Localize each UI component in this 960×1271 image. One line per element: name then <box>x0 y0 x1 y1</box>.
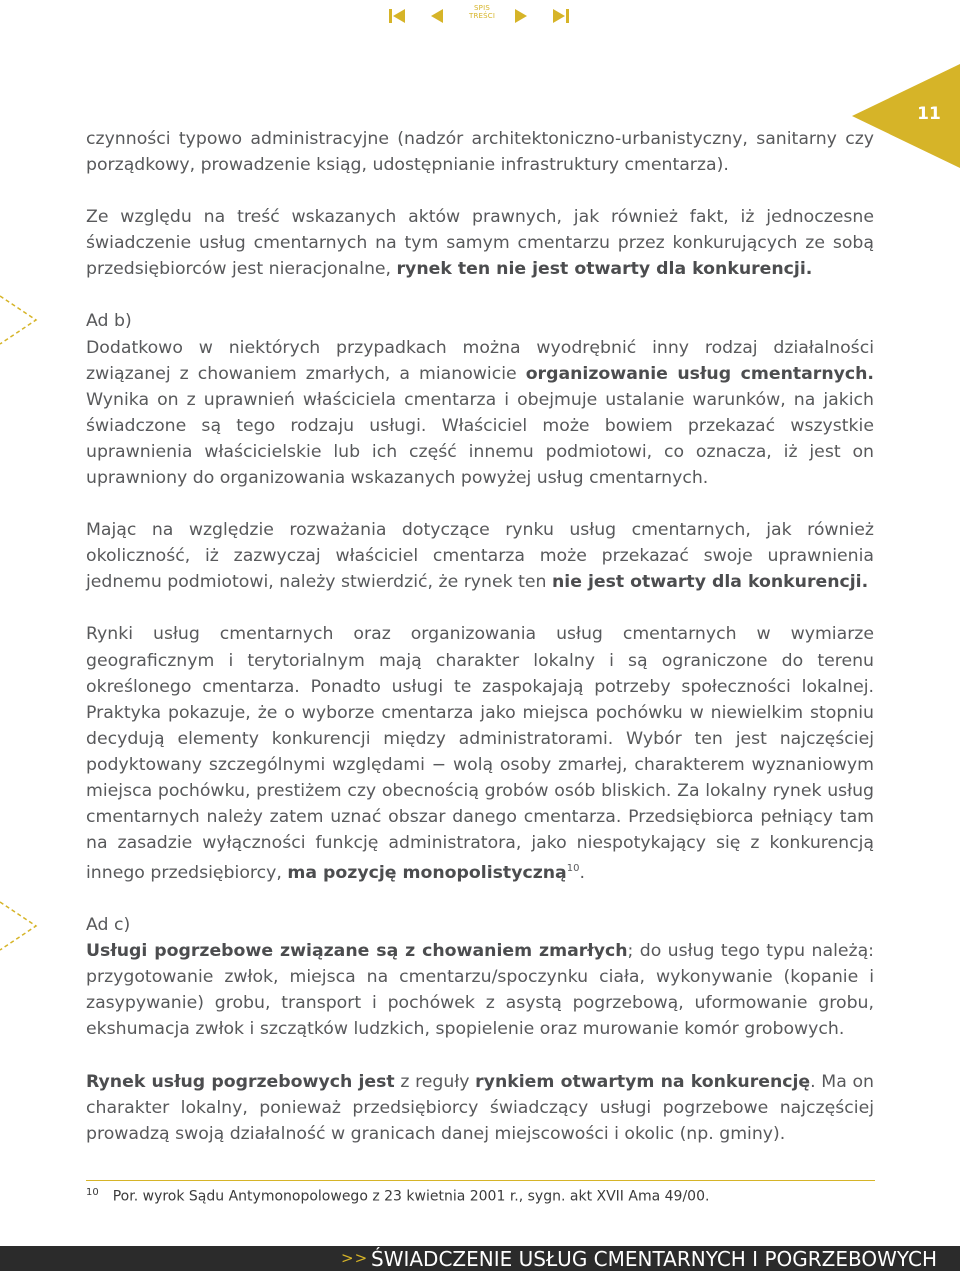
footnote-divider <box>86 1180 875 1181</box>
toc-label-line1: SPIS <box>474 4 490 12</box>
paragraph-funeral-market <box>86 1069 874 1147</box>
first-page-icon[interactable] <box>387 6 407 26</box>
bold-term: organizowanie usług cmentarnych. <box>525 363 874 384</box>
text-run: Mając na względzie rozważania dotyczące rynku usług cmentarnych, jak również okoliczność, iż zazwyczaj właściciel cmentarza może przekazać swoje uprawnienia jednemu podmiotowi, należy stwierdzić, że rynek ten <box>86 520 874 593</box>
decorative-chevron-icon <box>0 898 40 954</box>
text-run: Ze względu na treść wskazanych aktów prawnych, jak również fakt, iż jednoczesne świadczenie usług cmentarnych na tym samym cmentarzu przez konkurujących ze sobą przedsiębiorców jest nieracjonalne, <box>86 207 874 280</box>
bold-term: Usługi pogrzebowe związane są z chowaniem zmarłych <box>86 941 628 962</box>
paragraph-local-markets <box>86 621 874 886</box>
toc-label-line2: TREŚCI <box>469 12 496 20</box>
main-text <box>86 126 874 1147</box>
bold-conclusion: nie jest otwarty dla konkurencji. <box>551 572 869 593</box>
text-run: Dodatkowo w niektórych przypadkach można wyodrębnić inny rodzaj działalności związanej z chowaniem zmarłych, a mianowicie <box>86 337 874 384</box>
paragraph-market-conclusion <box>86 517 874 595</box>
previous-page-icon[interactable] <box>427 6 447 26</box>
footer-bar <box>0 1246 960 1271</box>
next-page-icon[interactable] <box>511 6 531 26</box>
chapter-title: ŚWIADCZENIE USŁUG CMENTARNYCH I POGRZEBOWYCH <box>371 1247 937 1271</box>
section-heading-ad-c: Ad c) <box>86 915 131 936</box>
paragraph-legal-basis <box>86 204 874 282</box>
text-run: Wynika on z uprawnień właściciela cmentarza i obejmuje ustalanie warunków, na jakich świadczone są tego rodzaju usługi. Właściciel może bowiem przekazać wszystkie uprawnienia właścicielskie lub ich część innemu podmiotowi, co oznacza, iż jest on uprawniony do organizowania wskazanych powyżej usług cmentarnych. <box>86 389 874 489</box>
footnote-number: 10 <box>86 1187 99 1198</box>
section-heading-ad-b: Ad b) <box>86 311 132 332</box>
paragraph-organizing-services <box>86 335 874 492</box>
text-run: . Ma on charakter lokalny, ponieważ przedsiębiorcy świadczący usługi pogrzebowe najczęściej prowadzą swoją działalność w granicach danej miejscowości i okolic (np. gminy). <box>86 1071 874 1144</box>
page-number: 11 <box>917 104 941 124</box>
footnote-text: Por. wyrok Sądu Antymonopolowego z 23 kwietnia 2001 r., sygn. akt XVII Ama 49/00. <box>112 1188 710 1205</box>
footer-arrows: >> <box>341 1249 369 1267</box>
text-run: Rynki usług cmentarnych oraz organizowania usług cmentarnych w wymiarze geograficznym i terytorialnym mają charakter lokalny i są ograniczone do terenu określonego cmentarza. Ponadto usługi te zaspokajają potrzeby społeczności lokalnej. Praktyka pokazuje, że o wyborze cmentarza jako miejsca pochówku w niewielkim stopniu decydują elementy konkurencji między administratorami. Wybór ten jest najczęściej podyktowany szczególnymi względami − wolą osoby zmarłej, charakterem wyznaniowym miejsca pochówku, prestiżem czy obecnością grobów osób bliskich. Za lokalny rynek usług cmentarnych należy zatem uznać obszar danego cmentarza. Przedsiębiorca pełniący tam na zasadzie wyłączności funkcję administratora, jako niespotykający się z konkurencją innego przedsiębiorcy, <box>86 624 874 884</box>
text-run: z reguły <box>394 1071 476 1092</box>
text-run: ; do usług tego typu należą: przygotowanie zwłok, miejsca na cmentarzu/spoczynku ciała, wykonywanie (kopanie i zasypywanie) grobu, transport i pochówek z asystą pogrzebową, uformowanie grobu, ekshumacja zwłok i szczątków ludzkich, spopielenie oraz murowanie komór grobowych. <box>86 941 874 1040</box>
footnote-reference[interactable]: 10 <box>566 863 580 875</box>
table-of-contents-link[interactable] <box>469 4 495 20</box>
last-page-icon[interactable] <box>551 6 571 26</box>
paragraph-funeral-services <box>86 938 874 1042</box>
page-navigation <box>385 4 575 26</box>
bold-conclusion: ma pozycję monopolistyczną <box>287 863 567 884</box>
paragraph-continuation: czynności typowo administracyjne (nadzór architektoniczno-urbanistyczny, sanitarny czy porządkowy, prowadzenie ksiąg, udostępnianie infrastruktury cmentarza). <box>86 129 874 176</box>
footnote <box>86 1187 875 1205</box>
bold-term: Rynek usług pogrzebowych jest <box>86 1071 395 1092</box>
decorative-chevron-icon <box>0 292 40 348</box>
text-run: . <box>579 863 585 884</box>
bold-conclusion: rynek ten nie jest otwarty dla konkurencji. <box>396 259 813 280</box>
bold-conclusion: rynkiem otwartym na konkurencję <box>475 1071 811 1092</box>
